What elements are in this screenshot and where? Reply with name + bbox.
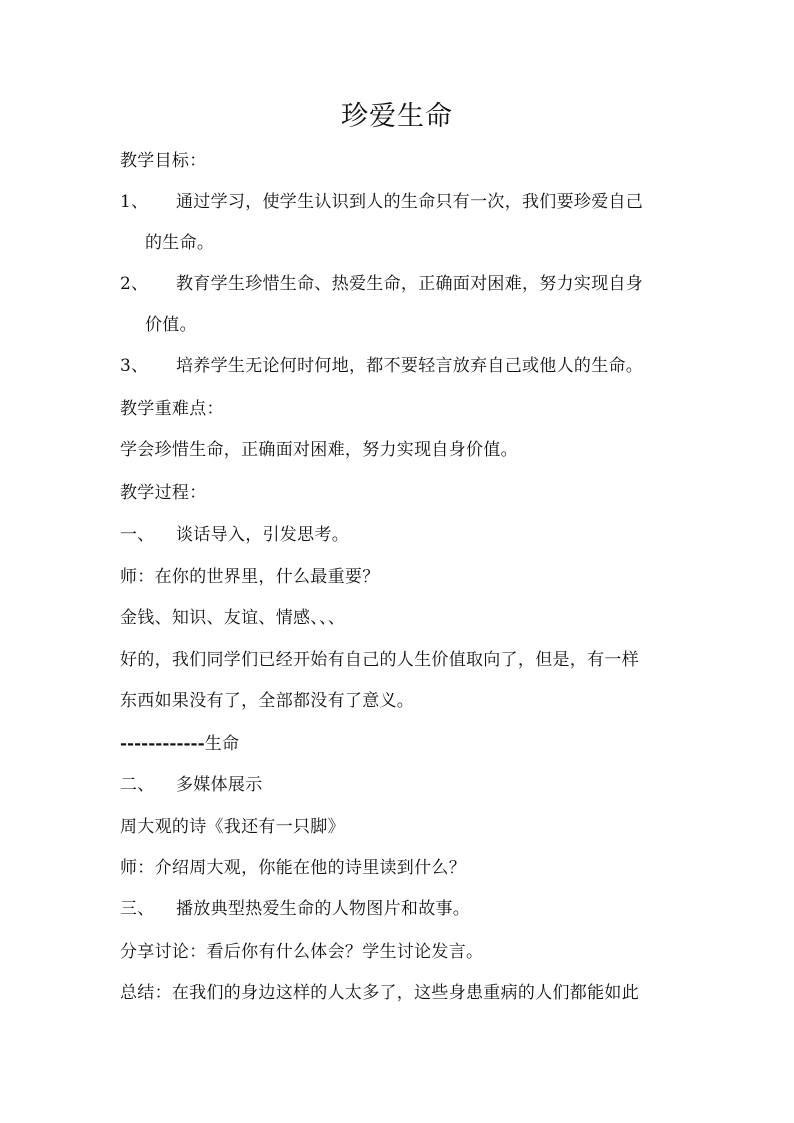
paragraph-line-1: 好的，我们同学们已经开始有自己的人生价值取向了，但是，有一样 xyxy=(120,650,639,670)
poem-title: 周大观的诗《我还有一只脚》 xyxy=(120,817,345,837)
paragraph-line-2: 东西如果没有了，全部都没有了意义。 xyxy=(120,691,415,711)
goal-item-1-continued: 的生命。 xyxy=(145,233,215,253)
step-1 xyxy=(120,523,349,547)
step-2 xyxy=(120,773,263,797)
goal-item-2-continued: 价值。 xyxy=(145,315,197,335)
step-number: 二、 xyxy=(120,775,155,795)
goal-item-3 xyxy=(120,354,643,378)
goal-text: 通过学习，使学生认识到人的生命只有一次，我们要珍爱自己 xyxy=(176,192,644,212)
goals-heading: 教学目标： xyxy=(120,151,207,171)
goal-item-1 xyxy=(120,190,643,214)
step-3 xyxy=(120,897,470,921)
goal-text: 教育学生珍惜生命、热爱生命，正确面对困难，努力实现自身 xyxy=(176,274,644,294)
step-number: 一、 xyxy=(120,525,155,545)
discussion-line: 分享讨论：看后你有什么体会？学生讨论发言。 xyxy=(120,942,484,962)
step-text: 谈话导入，引发思考。 xyxy=(176,525,349,545)
life-word: 生命 xyxy=(204,734,240,754)
goal-number: 2、 xyxy=(120,274,149,294)
dash-separator: ------------ xyxy=(120,734,205,754)
goal-number: 3、 xyxy=(120,356,149,376)
teacher-question-2: 师：介绍周大观，你能在他的诗里读到什么？ xyxy=(120,858,466,878)
step-text: 多媒体展示 xyxy=(176,775,263,795)
goal-item-2 xyxy=(120,272,643,296)
key-points-heading: 教学重难点： xyxy=(120,399,224,419)
summary-line: 总结：在我们的身边这样的人太多了，这些身患重病的人们都能如此 xyxy=(120,983,639,1003)
process-heading: 教学过程： xyxy=(120,483,207,503)
life-answer-line xyxy=(120,732,239,756)
goal-text: 培养学生无论何时何地，都不要轻言放弃自己或他人的生命。 xyxy=(176,356,644,376)
key-points-text: 学会珍惜生命，正确面对困难，努力实现自身价值。 xyxy=(120,440,518,460)
step-text: 播放典型热爱生命的人物图片和故事。 xyxy=(176,899,471,919)
goal-number: 1、 xyxy=(120,192,149,212)
document-title: 珍爱生命 xyxy=(341,101,453,132)
student-answers: 金钱、知识、友谊、情感、、、 xyxy=(120,608,346,628)
step-number: 三、 xyxy=(120,899,155,919)
teacher-question-1: 师：在你的世界里，什么最重要？ xyxy=(120,567,380,587)
